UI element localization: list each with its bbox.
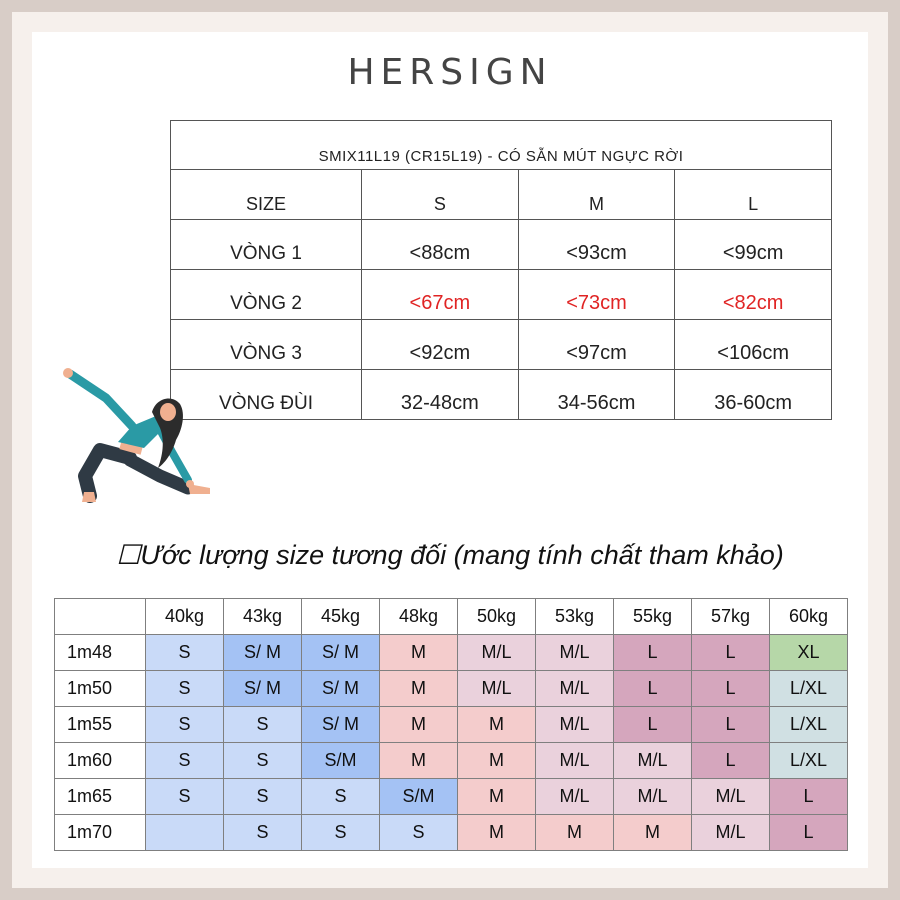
size-estimate-cell: S/M <box>380 779 458 815</box>
weight-header: 55kg <box>614 599 692 635</box>
spec-cell: 32-48cm <box>362 370 519 420</box>
size-estimate-cell: S/ M <box>302 707 380 743</box>
spec-row-label: VÒNG 1 <box>171 220 362 270</box>
spec-row <box>171 220 832 270</box>
spec-row-label: VÒNG 3 <box>171 320 362 370</box>
spec-row-label: VÒNG ĐÙI <box>171 370 362 420</box>
weight-header: 50kg <box>458 599 536 635</box>
size-estimate-cell: S <box>302 779 380 815</box>
height-row <box>55 707 848 743</box>
spec-table-title: SMIX11L19 (CR15L19) - CÓ SẴN MÚT NGỰC RỜI <box>171 121 832 170</box>
size-estimate-cell: M/L <box>536 707 614 743</box>
size-estimate-cell: S <box>146 707 224 743</box>
size-header-s: S <box>362 170 519 220</box>
size-estimate-cell: L <box>692 635 770 671</box>
weight-header: 40kg <box>146 599 224 635</box>
spec-cell: <73cm <box>518 270 675 320</box>
size-header-label: SIZE <box>171 170 362 220</box>
size-estimate-cell: S/ M <box>224 635 302 671</box>
size-estimate-cell: L <box>614 635 692 671</box>
size-estimate-cell: M <box>380 707 458 743</box>
spec-cell: <93cm <box>518 220 675 270</box>
size-estimate-cell: S/ M <box>302 671 380 707</box>
size-estimate-grid <box>54 598 848 851</box>
height-row <box>55 635 848 671</box>
size-estimate-cell: M/L <box>614 743 692 779</box>
size-estimate-cell: M/L <box>614 779 692 815</box>
size-estimate-cell: S <box>146 671 224 707</box>
size-estimate-cell: S <box>224 779 302 815</box>
figure-raised-hand <box>63 368 73 378</box>
size-spec-table <box>170 120 832 420</box>
figure-back-leg <box>85 450 130 496</box>
height-label: 1m65 <box>55 779 146 815</box>
spec-cell: <106cm <box>675 320 832 370</box>
size-estimate-cell: L/XL <box>770 671 848 707</box>
size-estimate-cell: L/XL <box>770 743 848 779</box>
spec-cell: <97cm <box>518 320 675 370</box>
size-estimate-cell: M <box>458 779 536 815</box>
size-estimate-cell: L/XL <box>770 707 848 743</box>
spec-cell: <67cm <box>362 270 519 320</box>
size-estimate-cell: M/L <box>536 635 614 671</box>
size-estimate-cell: M/L <box>692 815 770 851</box>
size-estimate-cell: S/ M <box>224 671 302 707</box>
size-header-m: M <box>518 170 675 220</box>
height-row <box>55 815 848 851</box>
figure-face <box>160 403 176 421</box>
size-estimate-cell: XL <box>770 635 848 671</box>
spec-cell: <92cm <box>362 320 519 370</box>
spec-row <box>171 320 832 370</box>
size-estimate-cell: M <box>380 635 458 671</box>
weight-header: 53kg <box>536 599 614 635</box>
yoga-stretch-illustration <box>60 368 220 503</box>
weight-header: 45kg <box>302 599 380 635</box>
size-estimate-cell: S <box>146 743 224 779</box>
spec-row <box>171 370 832 420</box>
size-estimate-cell: S <box>146 779 224 815</box>
weight-header: 60kg <box>770 599 848 635</box>
size-estimate-cell: L <box>692 671 770 707</box>
height-label: 1m60 <box>55 743 146 779</box>
spec-row <box>171 270 832 320</box>
size-estimate-cell: S <box>224 707 302 743</box>
size-estimate-cell: L <box>692 743 770 779</box>
spec-cell: <99cm <box>675 220 832 270</box>
size-estimate-cell: S <box>380 815 458 851</box>
size-estimate-cell: M/L <box>458 635 536 671</box>
height-label: 1m70 <box>55 815 146 851</box>
size-estimate-cell: M/L <box>458 671 536 707</box>
weight-header: 48kg <box>380 599 458 635</box>
spec-cell: <88cm <box>362 220 519 270</box>
estimate-title: ☐Ước lượng size tương đối (mang tính chất tham khảo) <box>116 540 784 570</box>
size-estimate-cell: M <box>458 815 536 851</box>
figure-back-foot <box>82 492 96 502</box>
size-estimate-cell: S <box>224 743 302 779</box>
spec-row-label: VÒNG 2 <box>171 270 362 320</box>
size-estimate-cell: S <box>224 815 302 851</box>
figure-reaching-hand <box>186 480 194 488</box>
size-estimate-cell: M/L <box>536 743 614 779</box>
spec-cell: <82cm <box>675 270 832 320</box>
height-label: 1m48 <box>55 635 146 671</box>
size-estimate-cell <box>146 815 224 851</box>
figure-raised-arm <box>70 374 132 426</box>
brand-logo: HERSIGN <box>347 52 553 93</box>
weight-header: 57kg <box>692 599 770 635</box>
height-row <box>55 779 848 815</box>
size-estimate-cell: M <box>380 743 458 779</box>
size-estimate-cell: M/L <box>692 779 770 815</box>
size-estimate-cell: L <box>614 707 692 743</box>
spec-cell: 34-56cm <box>518 370 675 420</box>
size-estimate-cell: M <box>614 815 692 851</box>
size-estimate-cell: L <box>614 671 692 707</box>
size-estimate-cell: L <box>770 815 848 851</box>
size-estimate-cell: L <box>770 779 848 815</box>
height-row <box>55 671 848 707</box>
size-estimate-cell: M <box>458 743 536 779</box>
spec-cell: 36-60cm <box>675 370 832 420</box>
size-estimate-cell: M/L <box>536 671 614 707</box>
size-header-l: L <box>675 170 832 220</box>
size-estimate-cell: M <box>380 671 458 707</box>
size-estimate-cell: M <box>536 815 614 851</box>
grid-corner-cell <box>55 599 146 635</box>
size-estimate-cell: M <box>458 707 536 743</box>
height-label: 1m55 <box>55 707 146 743</box>
size-estimate-cell: S/M <box>302 743 380 779</box>
height-row <box>55 743 848 779</box>
size-estimate-cell: S/ M <box>302 635 380 671</box>
weight-header: 43kg <box>224 599 302 635</box>
size-estimate-cell: S <box>302 815 380 851</box>
size-estimate-cell: M/L <box>536 779 614 815</box>
size-estimate-cell: L <box>692 707 770 743</box>
size-estimate-cell: S <box>146 635 224 671</box>
height-label: 1m50 <box>55 671 146 707</box>
